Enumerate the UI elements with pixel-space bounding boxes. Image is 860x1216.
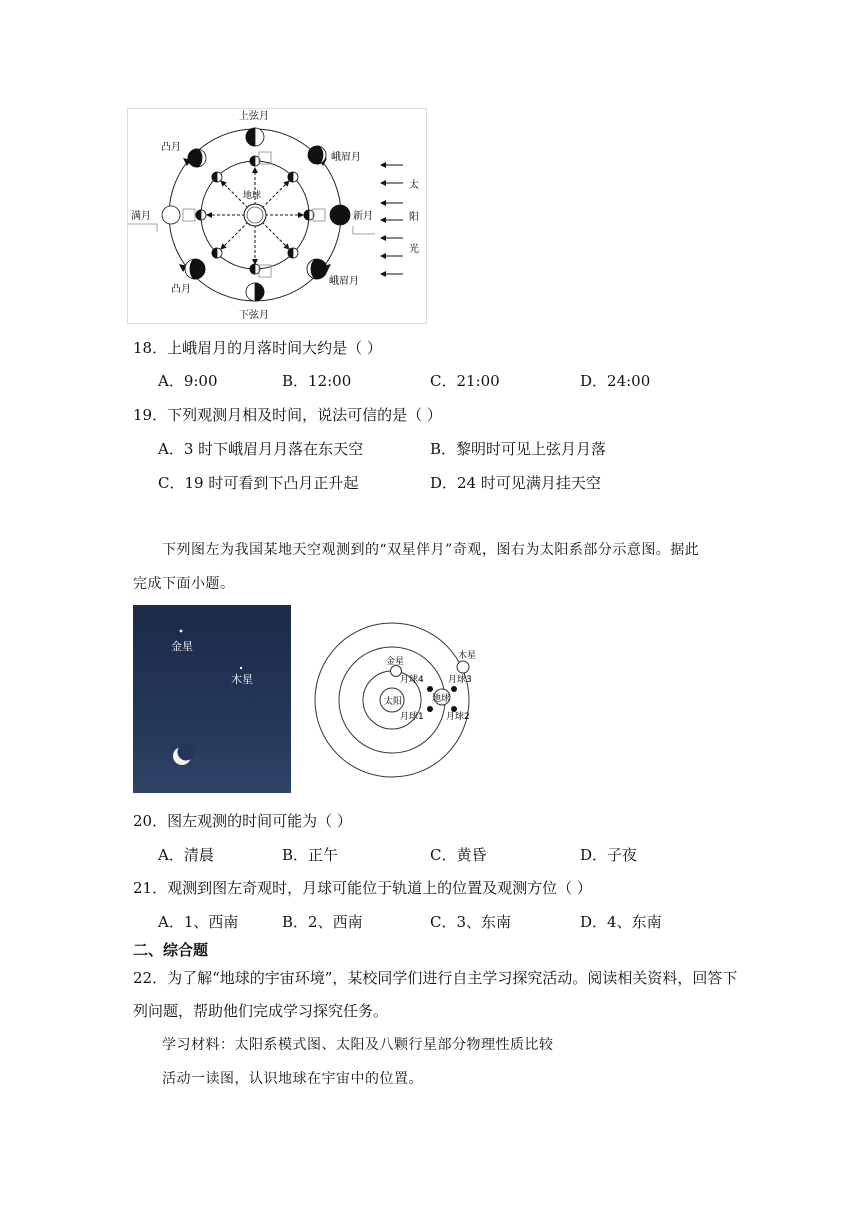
q20-option-c[interactable]: C．黄昏 [430,846,487,864]
q20-option-a[interactable]: A．清晨 [158,846,214,864]
q19-option-a[interactable]: A．3 时下峨眉月月落在东天空 [158,440,364,458]
venus-dot [180,630,183,633]
activity-one: 活动一读图，认识地球在宇宙中的位置。 [162,1071,423,1087]
label-first-quarter: 上弦月 [239,111,269,122]
q18-option-d[interactable]: D．24:00 [580,372,651,390]
jupiter-dot [240,667,242,669]
label-crescent-top: 峨眉月 [331,152,361,163]
q18-option-c[interactable]: C．21:00 [430,372,500,390]
label-full-moon: 满月 [131,211,151,222]
question-19-stem: 19．下列观测月相及时间，说法可信的是（ ） [133,406,442,424]
moon-position-3 [451,686,457,692]
intro-line-2: 完成下面小题。 [133,576,235,592]
q20-option-d[interactable]: D．子夜 [580,846,638,864]
moon4-label: 月球4 [400,675,424,685]
moon1-label: 月球1 [400,712,424,722]
q21-option-b[interactable]: B．2、西南 [282,913,363,931]
sun-label: 太阳 [384,697,403,707]
moon3-label: 月球3 [448,675,472,685]
label-new-moon: 新月 [353,211,373,222]
sunlight-char-1: 太 [409,180,419,191]
venus-label: 金星 [171,640,193,653]
q21-option-c[interactable]: C．3、东南 [430,913,512,931]
q20-option-b[interactable]: B．正午 [282,846,339,864]
venus-planet-label: 金星 [386,657,405,667]
intro-line-1: 下列图左为我国某地天空观测到的“双星伴月”奇观，图右为太阳系部分示意图。据此 [162,542,700,558]
q19-option-b[interactable]: B．黎明时可见上弦月月落 [430,440,607,458]
label-gibbous-top: 凸月 [161,142,181,153]
moon-position-4 [427,686,433,692]
q21-option-d[interactable]: D．4、东南 [580,913,662,931]
double-stars-moon-photo [133,605,291,793]
section-title: 二、综合题 [133,941,209,959]
moon-position-1 [427,706,433,712]
question-20-stem: 20．图左观测的时间可能为（ ） [133,812,352,830]
study-material: 学习材料：太阳系模式图、太阳及八颗行星部分物理性质比较 [162,1037,554,1053]
question-22-line-2: 列问题，帮助他们完成学习探究任务。 [133,1002,389,1020]
earth-label: 地球 [243,191,262,201]
q19-option-c[interactable]: C．19 时可看到下凸月正升起 [158,474,359,492]
question-18-stem: 18．上峨眉月的月落时间大约是（ ） [133,339,382,357]
label-last-quarter: 下弦月 [239,310,269,321]
q19-option-d[interactable]: D．24 时可见满月挂天空 [430,474,601,492]
question-21-stem: 21．观测到图左奇观时，月球可能位于轨道上的位置及观测方位（ ） [133,879,592,897]
jupiter-label: 木星 [231,673,253,686]
earth-planet-label: 地球 [432,694,451,704]
q18-option-a[interactable]: A．9:00 [158,372,218,390]
q18-option-b[interactable]: B．12:00 [282,372,352,390]
solar-system-diagram [314,620,486,780]
sunlight-char-3: 光 [409,244,419,255]
q21-option-a[interactable]: A．1、西南 [158,913,239,931]
moon2-label: 月球2 [446,712,470,722]
sunlight-char-2: 阳 [409,212,419,223]
label-gibbous-bottom: 凸月 [171,284,191,295]
label-crescent-bottom: 峨眉月 [329,276,359,287]
question-22-line-1: 22．为了解“地球的宇宙环境”，某校同学们进行自主学习探究活动。阅读相关资料，回答下 [133,969,738,987]
moon-phase-diagram [127,108,427,324]
jupiter-planet-label: 木星 [458,651,477,661]
